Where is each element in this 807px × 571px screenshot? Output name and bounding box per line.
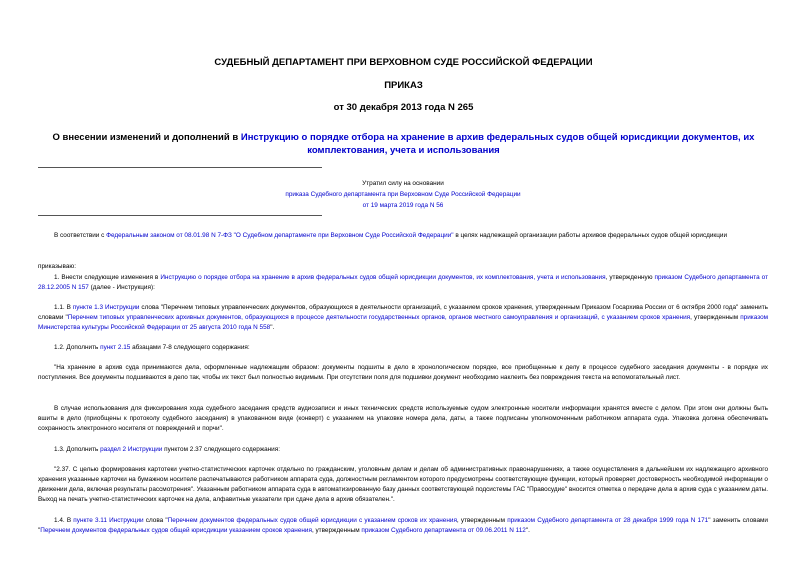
paragraph-quote-1: "На хранение в архив суда принимаются дела, оформленные надлежащим образом: документы подшиты в дело в хронологическом порядке, все приобщенные к делу в процессе судебного заседания документы - в порядке их поступления. Все документы подшиваются в дело так, чтобы их текст был полностью видимым. При отсутствии поля для подшивки документ необходимо наклеить без повреждения текста на вспомогательный лист. <box>38 364 768 381</box>
repeal-order-link[interactable]: приказа Судебного департамента при Верховном Суде Российской Федерации <box>285 191 521 198</box>
text: 1.2. Дополнить <box>54 344 101 351</box>
federal-law-link[interactable]: Федеральным законом от 08.01.98 N 7-ФЗ "О Судебном департаменте при Верховном Суде Российской Федерации" <box>106 232 454 239</box>
point-2-15-link[interactable]: пункт 2.15 <box>100 344 131 351</box>
paragraph-1-3 <box>38 445 768 455</box>
text: 1.4. В <box>54 517 74 524</box>
text: , утвержденным <box>456 517 508 524</box>
paragraph-1-2 <box>38 343 768 353</box>
doc-date-number: от 30 декабря 2013 года N 265 <box>333 102 474 113</box>
doc-type: ПРИКАЗ <box>384 80 423 91</box>
text: абзацами 7-8 следующего содержания: <box>130 344 250 351</box>
text: 1.3. Дополнить <box>54 446 101 453</box>
title-instruction-link[interactable]: Инструкцию о порядке отбора на хранение в архив федеральных судов общей юрисдикции документов, их комплектования, учета и использования <box>240 132 755 156</box>
org-name: СУДЕБНЫЙ ДЕПАРТАМЕНТ ПРИ ВЕРХОВНОМ СУДЕ РОССИЙСКОЙ ФЕДЕРАЦИИ <box>214 57 593 68</box>
repeal-note <box>228 178 578 211</box>
divider-top <box>38 167 322 168</box>
text: пунктом 2.37 следующего содержания: <box>162 446 280 453</box>
text: ". <box>270 324 275 331</box>
archive-docs-list-link[interactable]: Перечнем типовых управленческих архивных документов, образующихся в процессе деятельности государственных органов, органов местного самоуправления и организаций, с указанием сроков хранения <box>67 314 691 321</box>
paragraph-1-1 <box>38 303 768 333</box>
paragraph-order: приказываю: <box>38 263 76 270</box>
point-1-3-link[interactable]: пункте 1.3 Инструкции <box>72 304 140 311</box>
text: 1. Внести следующие изменения в <box>54 274 161 281</box>
paragraph-1-4 <box>38 516 768 536</box>
title-prefix: О внесении изменений и дополнений в <box>52 132 241 143</box>
doc-title <box>40 131 767 157</box>
order-112-link[interactable]: приказом Судебного департамента от 09.06.2011 N 112 <box>361 527 526 534</box>
order-157-link[interactable]: приказом Судебного департамента от 28.12.2005 N 157 <box>38 274 769 291</box>
text: (далее - Инструкция): <box>88 284 155 291</box>
text: " заменить словами " <box>38 517 768 534</box>
order-171-link[interactable]: приказом Судебного департамента от 28 декабря 1999 года N 171 <box>507 517 709 524</box>
text: слова " <box>143 517 168 524</box>
order-558-link[interactable]: приказом Министерства культуры Российской Федерации от 25 августа 2010 года N 558 <box>38 314 769 331</box>
text: В соответствии с <box>54 232 107 239</box>
divider-bottom <box>38 215 322 216</box>
text: 1.1. В <box>54 304 73 311</box>
text: слова "Перечнем типовых управленческих документов, образующихся в деятельности организаций, с указанием сроков хранения, утвержденным Приказом Госархива России от 6 октября 2000 года" заменить словами " <box>38 304 768 321</box>
text: в целях надлежащей организации работы архивов федеральных судов общей юрисдикции <box>453 232 728 239</box>
text: , утвержденным <box>690 314 741 321</box>
section-2-link[interactable]: раздел 2 Инструкции <box>100 446 163 453</box>
paragraph-1 <box>38 273 768 293</box>
repeal-note-line1: Утратил силу на основании <box>362 180 444 187</box>
text: , утвержденным <box>311 527 362 534</box>
paragraph-2-37: "2.37. С целью формирования картотеки учетно-статистических карточек отдельно по гражданским, уголовным делам и делам об административных правонарушениях, а также осуществления в дальнейшем их надлежащего архивного хранения указанные карточки на бумажном носителе распечатываются работником аппарата суда, должностным регламентом которого предусмотрены соответствующие функции, который проверяет достоверность необходимой информации о движении дела, включая результаты рассмотрения". Указанным работником аппарата суда в автоматизированную базу данных соответствующей подсистемы ГАС "Правосудие" вносится отметка о передаче дела в архив суда с указанием даты. Выход на печать учетно-статистических карточек на дела, алфавитные указатели при сдаче дела в архив обязателен.". <box>38 466 768 503</box>
paragraph-preamble <box>38 231 768 241</box>
instruction-link[interactable]: Инструкцию о порядке отбора на хранение в архив федеральных судов общей юрисдикции документов, их комплектования, учета и использования <box>160 274 606 281</box>
repeal-order-date-link[interactable]: от 19 марта 2019 года N 56 <box>362 202 444 209</box>
text: , утвержденную <box>605 274 655 281</box>
new-docs-list-link[interactable]: Перечнем документов федеральных судов общей юрисдикции указанием сроков хранения <box>40 527 312 534</box>
point-3-11-link[interactable]: пункте 3.11 Инструкции <box>73 517 144 524</box>
paragraph-quote-2: В случае использования для фиксирования хода судебного заседания средств аудиозаписи и иных технических средств используемые судом электронные носители информации хранятся вместе с делом. При этом они должны быть вшиты в дело (приобщены к протоколу судебного заседания) в упакованном виде (конверт) с указанием на упаковке номера дела, даты, а также подписаны уполномоченным работником аппарата суда. Упаковка должна обеспечивать сохранность электронного носителя от повреждений и порчи". <box>38 405 768 432</box>
docs-list-link[interactable]: Перечнем документов федеральных судов общей юрисдикции с указанием сроков их хранения <box>167 517 457 524</box>
text: ". <box>525 527 530 534</box>
